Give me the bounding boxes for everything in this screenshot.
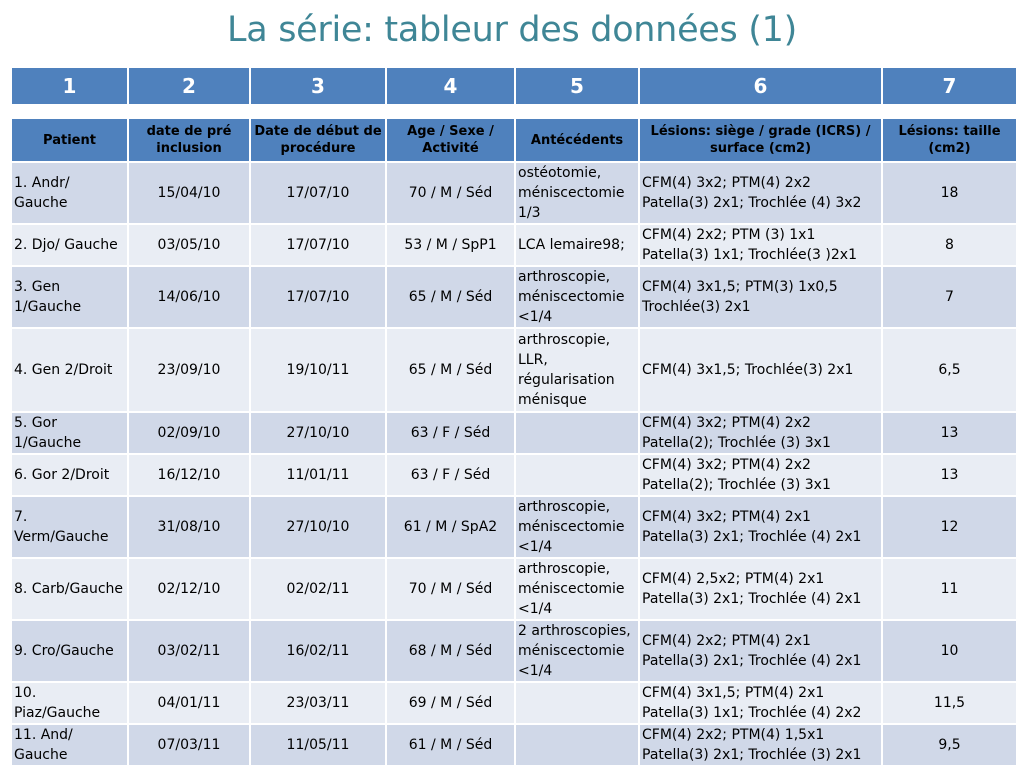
cell-lesions: CFM(4) 3x2; PTM(4) 2x2 Patella(2); Trochlée (3) 3x1 xyxy=(639,454,882,496)
header-lesion-size: Lésions: taille (cm2) xyxy=(882,118,1017,162)
cell-patient: 3. Gen 1/Gauche xyxy=(11,266,128,328)
cell-age-sex-activity: 65 / M / Séd xyxy=(386,266,515,328)
cell-history: arthroscopie, LLR, régularisation ménisque xyxy=(515,328,639,412)
cell-history: arthroscopie, méniscectomie <1/4 xyxy=(515,266,639,328)
cell-lesions: CFM(4) 3x1,5; PTM(4) 2x1 Patella(3) 1x1; Trochlée (4) 2x2 xyxy=(639,682,882,724)
cell-lesion-size: 11,5 xyxy=(882,682,1017,724)
cell-pre-inclusion-date: 31/08/10 xyxy=(128,496,250,558)
table-row xyxy=(11,224,1017,266)
cell-pre-inclusion-date: 07/03/11 xyxy=(128,724,250,766)
table-row xyxy=(11,558,1017,620)
cell-age-sex-activity: 65 / M / Séd xyxy=(386,328,515,412)
cell-procedure-start-date: 23/03/11 xyxy=(250,682,386,724)
cell-history: ostéotomie, méniscectomie 1/3 xyxy=(515,162,639,224)
cell-pre-inclusion-date: 03/05/10 xyxy=(128,224,250,266)
cell-lesions: CFM(4) 2,5x2; PTM(4) 2x1 Patella(3) 2x1; Trochlée (4) 2x1 xyxy=(639,558,882,620)
cell-procedure-start-date: 27/10/10 xyxy=(250,412,386,454)
cell-procedure-start-date: 02/02/11 xyxy=(250,558,386,620)
cell-history: LCA lemaire98; xyxy=(515,224,639,266)
cell-lesion-size: 13 xyxy=(882,412,1017,454)
table-row xyxy=(11,412,1017,454)
cell-procedure-start-date: 16/02/11 xyxy=(250,620,386,682)
cell-age-sex-activity: 68 / M / Séd xyxy=(386,620,515,682)
header-lesions-site-grade: Lésions: siège / grade (ICRS) / surface (cm2) xyxy=(639,118,882,162)
table-row xyxy=(11,328,1017,412)
cell-patient: 9. Cro/Gauche xyxy=(11,620,128,682)
header-history: Antécédents xyxy=(515,118,639,162)
cell-pre-inclusion-date: 16/12/10 xyxy=(128,454,250,496)
column-number-cell: 6 xyxy=(639,67,882,105)
cell-history: arthroscopie, méniscectomie <1/4 xyxy=(515,558,639,620)
cell-procedure-start-date: 27/10/10 xyxy=(250,496,386,558)
cell-age-sex-activity: 61 / M / SpA2 xyxy=(386,496,515,558)
cell-age-sex-activity: 61 / M / Séd xyxy=(386,724,515,766)
cell-pre-inclusion-date: 23/09/10 xyxy=(128,328,250,412)
cell-patient: 5. Gor 1/Gauche xyxy=(11,412,128,454)
cell-age-sex-activity: 63 / F / Séd xyxy=(386,412,515,454)
column-number-cell: 4 xyxy=(386,67,515,105)
cell-history: 2 arthroscopies, méniscectomie <1/4 xyxy=(515,620,639,682)
cell-age-sex-activity: 70 / M / Séd xyxy=(386,558,515,620)
cell-pre-inclusion-date: 04/01/11 xyxy=(128,682,250,724)
cell-patient: 7. Verm/Gauche xyxy=(11,496,128,558)
cell-lesions: CFM(4) 2x2; PTM(4) 1,5x1 Patella(3) 2x1; Trochlée (3) 2x1 xyxy=(639,724,882,766)
table-row xyxy=(11,682,1017,724)
cell-pre-inclusion-date: 03/02/11 xyxy=(128,620,250,682)
cell-pre-inclusion-date: 15/04/10 xyxy=(128,162,250,224)
slide-title: La série: tableur des données (1) xyxy=(227,10,797,50)
header-age-sex-activity: Age / Sexe / Activité xyxy=(386,118,515,162)
table-row xyxy=(11,724,1017,766)
cell-lesions: CFM(4) 3x2; PTM(4) 2x2 Patella(2); Trochlée (3) 3x1 xyxy=(639,412,882,454)
table-row xyxy=(11,162,1017,224)
cell-lesions: CFM(4) 3x1,5; Trochlée(3) 2x1 xyxy=(639,328,882,412)
cell-patient: 6. Gor 2/Droit xyxy=(11,454,128,496)
cell-lesions: CFM(4) 2x2; PTM(4) 2x1 Patella(3) 2x1; Trochlée (4) 2x1 xyxy=(639,620,882,682)
cell-lesion-size: 13 xyxy=(882,454,1017,496)
cell-history xyxy=(515,454,639,496)
cell-patient: 11. And/ Gauche xyxy=(11,724,128,766)
cell-age-sex-activity: 53 / M / SpP1 xyxy=(386,224,515,266)
column-number-cell: 3 xyxy=(250,67,386,105)
cell-history xyxy=(515,682,639,724)
cell-patient: 2. Djo/ Gauche xyxy=(11,224,128,266)
column-number-cell: 7 xyxy=(882,67,1017,105)
header-patient: Patient xyxy=(11,118,128,162)
header-pre-inclusion-date: date de pré inclusion xyxy=(128,118,250,162)
cell-procedure-start-date: 19/10/11 xyxy=(250,328,386,412)
cell-patient: 1. Andr/ Gauche xyxy=(11,162,128,224)
cell-age-sex-activity: 63 / F / Séd xyxy=(386,454,515,496)
patient-data-table xyxy=(10,117,1018,767)
cell-patient: 10. Piaz/Gauche xyxy=(11,682,128,724)
cell-lesion-size: 6,5 xyxy=(882,328,1017,412)
cell-history xyxy=(515,412,639,454)
table-row xyxy=(11,496,1017,558)
cell-lesion-size: 11 xyxy=(882,558,1017,620)
cell-pre-inclusion-date: 14/06/10 xyxy=(128,266,250,328)
header-procedure-start-date: Date de début de procédure xyxy=(250,118,386,162)
cell-procedure-start-date: 11/01/11 xyxy=(250,454,386,496)
cell-age-sex-activity: 70 / M / Séd xyxy=(386,162,515,224)
cell-pre-inclusion-date: 02/12/10 xyxy=(128,558,250,620)
table-row xyxy=(11,266,1017,328)
table-header-row xyxy=(11,118,1017,162)
column-number-table xyxy=(10,66,1018,106)
column-number-row xyxy=(11,67,1017,105)
column-number-cell: 1 xyxy=(11,67,128,105)
cell-lesion-size: 10 xyxy=(882,620,1017,682)
table-row xyxy=(11,620,1017,682)
cell-procedure-start-date: 17/07/10 xyxy=(250,162,386,224)
cell-lesion-size: 18 xyxy=(882,162,1017,224)
cell-lesions: CFM(4) 2x2; PTM (3) 1x1 Patella(3) 1x1; Trochlée(3 )2x1 xyxy=(639,224,882,266)
cell-procedure-start-date: 17/07/10 xyxy=(250,224,386,266)
cell-history: arthroscopie, méniscectomie <1/4 xyxy=(515,496,639,558)
cell-age-sex-activity: 69 / M / Séd xyxy=(386,682,515,724)
cell-pre-inclusion-date: 02/09/10 xyxy=(128,412,250,454)
cell-lesions: CFM(4) 3x1,5; PTM(3) 1x0,5 Trochlée(3) 2x1 xyxy=(639,266,882,328)
column-number-cell: 5 xyxy=(515,67,639,105)
cell-history xyxy=(515,724,639,766)
cell-procedure-start-date: 11/05/11 xyxy=(250,724,386,766)
cell-lesions: CFM(4) 3x2; PTM(4) 2x1 Patella(3) 2x1; Trochlée (4) 2x1 xyxy=(639,496,882,558)
cell-lesion-size: 12 xyxy=(882,496,1017,558)
column-number-cell: 2 xyxy=(128,67,250,105)
cell-lesion-size: 8 xyxy=(882,224,1017,266)
cell-patient: 4. Gen 2/Droit xyxy=(11,328,128,412)
cell-lesions: CFM(4) 3x2; PTM(4) 2x2 Patella(3) 2x1; Trochlée (4) 3x2 xyxy=(639,162,882,224)
cell-procedure-start-date: 17/07/10 xyxy=(250,266,386,328)
cell-lesion-size: 9,5 xyxy=(882,724,1017,766)
cell-patient: 8. Carb/Gauche xyxy=(11,558,128,620)
cell-lesion-size: 7 xyxy=(882,266,1017,328)
table-row xyxy=(11,454,1017,496)
